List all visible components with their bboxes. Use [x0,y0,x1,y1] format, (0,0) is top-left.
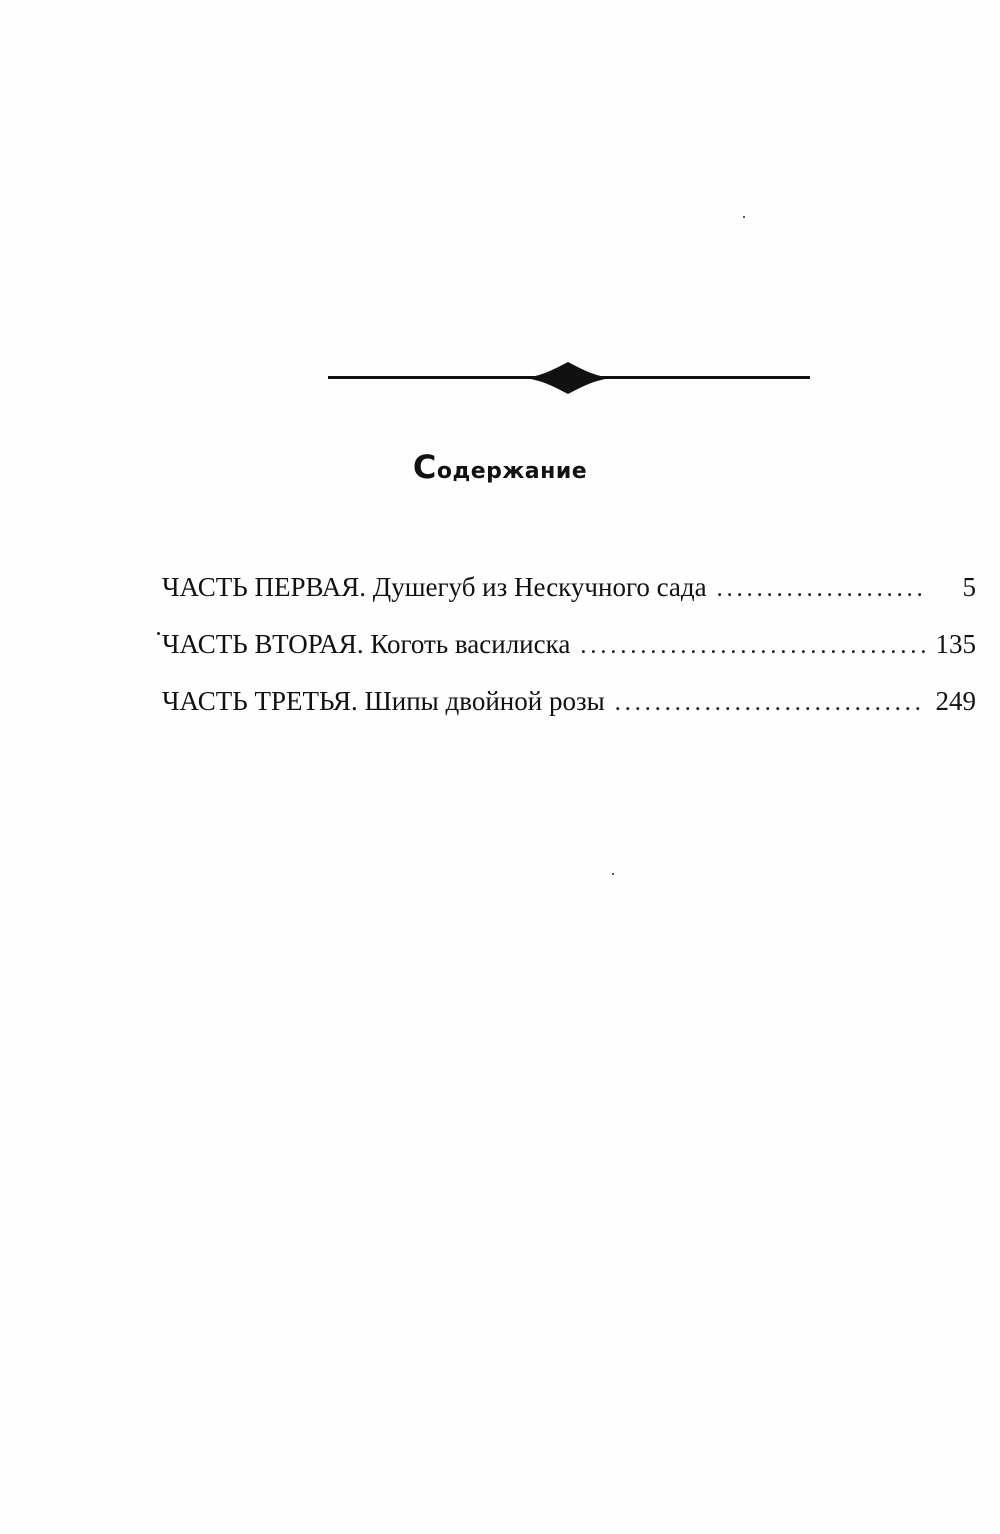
title-initial: С [412,448,437,486]
dot-leader [717,576,926,603]
toc-part: ЧАСТЬ ВТОРАЯ. [162,629,364,659]
dot-leader [580,633,926,660]
toc-part: ЧАСТЬ ПЕРВАЯ. [162,572,367,602]
toc-page-number: 135 [935,629,976,659]
title-rest: одержание [436,459,588,484]
ink-speck [157,632,160,635]
toc-entry [162,686,976,743]
ornament-divider [328,360,810,396]
dot-leader [615,690,926,717]
ink-speck [612,873,614,875]
toc-title: Душегуб из Нескучного сада [372,572,707,602]
toc-title: Коготь василиска [370,629,571,659]
toc-title: Шипы двойной розы [364,686,605,716]
toc-page-number: 5 [962,572,976,602]
ink-speck [743,216,745,218]
toc-page-number: 249 [935,686,976,716]
toc-entry [162,629,976,686]
toc-part: ЧАСТЬ ТРЕТЬЯ. [162,686,358,716]
toc-entry [162,572,976,629]
page-title [0,448,1000,486]
table-of-contents [162,572,976,743]
